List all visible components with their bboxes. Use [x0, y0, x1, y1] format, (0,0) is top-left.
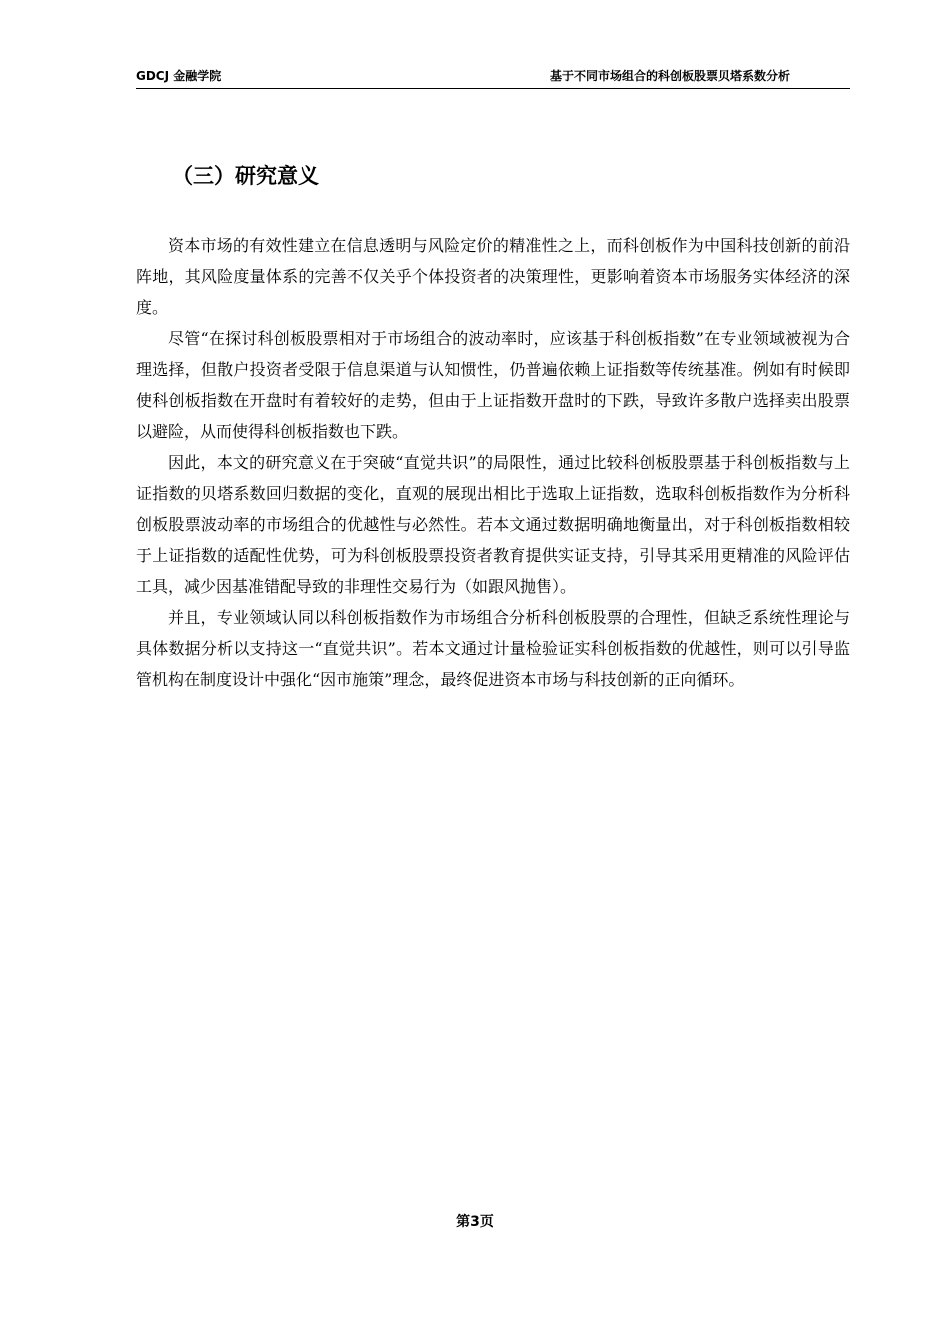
paragraph-3: 因此，本文的研究意义在于突破“直觉共识”的局限性，通过比较科创板股票基于科创板指数与上证指数的贝塔系数回归数据的变化，直观的展现出相比于选取上证指数，选取科创板指数作为分析科创板股票波动率的市场组合的优越性与必然性。若本文通过数据明确地衡量出，对于科创板指数相较于上证指数的适配性优势，可为科创板股票投资者教育提供实证支持，引导其采用更精准的风险评估工具，减少因基准错配导致的非理性交易行为（如跟风抛售）。 [136, 453, 850, 596]
page-number: 第3页 [456, 1214, 494, 1230]
paragraph-4: 并且，专业领域认同以科创板指数作为市场组合分析科创板股票的合理性，但缺乏系统性理论与具体数据分析以支持这一“直觉共识”。若本文通过计量检验证实科创板指数的优越性，则可以引导监管机构在制度设计中强化“因市施策”理念，最终促进资本市场与科技创新的正向循环。 [136, 608, 850, 689]
section-heading: （三）研究意义 [172, 164, 319, 188]
paragraph-1: 资本市场的有效性建立在信息透明与风险定价的精准性之上，而科创板作为中国科技创新的前沿阵地，其风险度量体系的完善不仅关乎个体投资者的决策理性，更影响着资本市场服务实体经济的深度。 [136, 236, 850, 317]
header-institution: GDCJ 金融学院 [136, 69, 222, 83]
body-text [136, 230, 850, 695]
header-paper-title: 基于不同市场组合的科创板股票贝塔系数分析 [549, 69, 790, 83]
running-header [136, 66, 850, 89]
paragraph-2: 尽管“在探讨科创板股票相对于市场组合的波动率时，应该基于科创板指数”在专业领域被视为合理选择，但散户投资者受限于信息渠道与认知惯性，仍普遍依赖上证指数等传统基准。例如有时候即使科创板指数在开盘时有着较好的走势，但由于上证指数开盘时的下跌，导致许多散户选择卖出股票以避险，从而使得科创板指数也下跌。 [136, 329, 850, 441]
